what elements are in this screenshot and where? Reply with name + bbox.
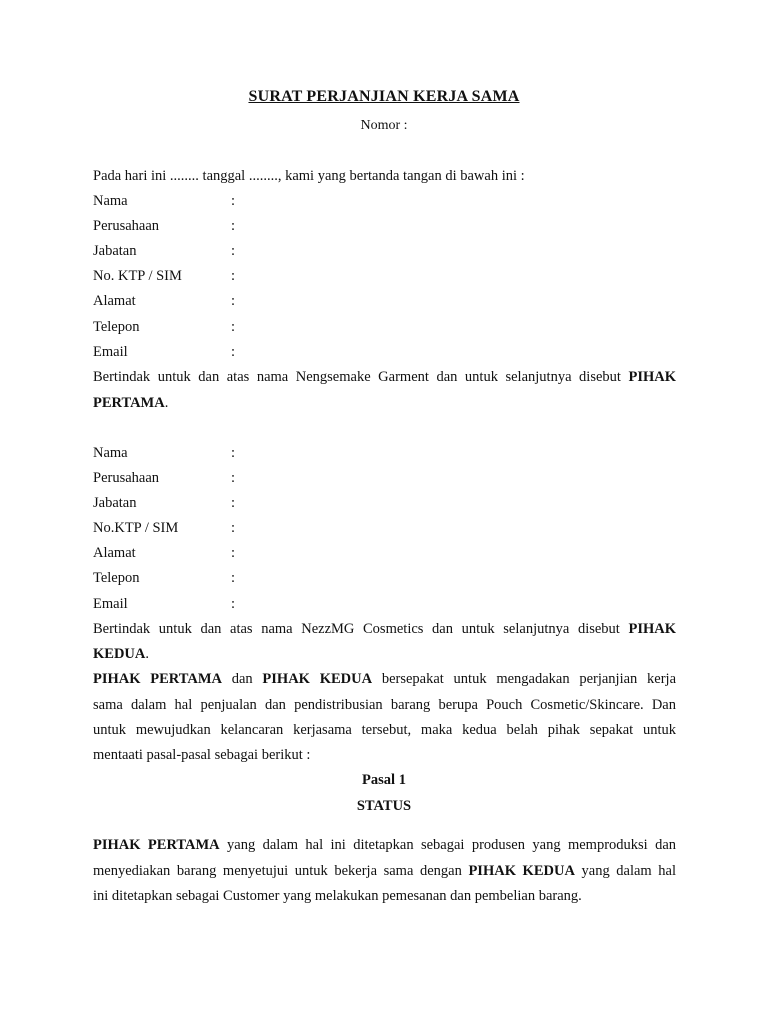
field-label: Alamat: [93, 545, 136, 561]
field-label: No.KTP / SIM: [93, 520, 179, 536]
agreement-line-1: [93, 669, 676, 689]
agreement-text: bersepakat untuk mengadakan perjanjian kerja: [381, 671, 677, 687]
statement-end: .: [145, 646, 149, 662]
pasal-heading: Pasal 1: [362, 772, 406, 788]
pasal-subheading: STATUS: [356, 798, 412, 814]
agreement-line-3: untuk mewujudkan kelancaran kerjasama tersebut, maka kedua belah pihak sepakat untuk: [93, 722, 676, 738]
field-colon: :: [231, 470, 236, 486]
field-colon: :: [231, 570, 236, 586]
pasal1-text: yang dalam hal ini ditetapkan sebagai produsen yang memproduksi dan: [227, 837, 677, 853]
pasal1-text: menyediakan barang menyetujui untuk bekerja sama dengan: [93, 863, 462, 879]
agreement-line-2: sama dalam hal penjualan dan pendistribusian barang berupa Pouch Cosmetic/Skincare. Dan: [93, 697, 676, 713]
pihak-kedua-statement: [93, 619, 676, 639]
agreement-bold: PIHAK PERTAMA: [93, 671, 222, 687]
document-number: Nomor :: [360, 118, 408, 133]
field-label: Jabatan: [93, 495, 137, 511]
field-label: Email: [93, 344, 128, 360]
field-label: Alamat: [93, 293, 136, 309]
field-colon: :: [231, 520, 236, 536]
pihak-pertama-statement-cont: [93, 393, 676, 413]
field-colon: :: [231, 293, 236, 309]
statement-text: Bertindak untuk dan atas nama Nengsemake Garment dan untuk selanjutnya disebut: [93, 369, 621, 385]
field-colon: :: [231, 319, 236, 335]
field-label: Perusahaan: [93, 218, 160, 234]
pihak-pertama-statement: [93, 367, 676, 387]
field-label: Email: [93, 596, 128, 612]
field-colon: :: [231, 243, 236, 259]
field-colon: :: [231, 218, 236, 234]
statement-end: .: [164, 395, 169, 411]
field-label: Telepon: [93, 319, 140, 335]
pasal1-bold: PIHAK PERTAMA: [93, 837, 220, 853]
statement-bold: PIHAK: [628, 369, 677, 385]
pasal1-bold: PIHAK KEDUA: [468, 863, 575, 879]
document-title: SURAT PERJANJIAN KERJA SAMA: [248, 88, 520, 105]
agreement-text: dan: [231, 671, 253, 687]
field-label: Telepon: [93, 570, 140, 586]
field-colon: :: [231, 344, 236, 360]
statement-bold: KEDUA: [93, 646, 146, 662]
field-colon: :: [231, 193, 236, 209]
pasal1-line-1: [93, 835, 676, 855]
field-colon: :: [231, 445, 236, 461]
field-label: Perusahaan: [93, 470, 160, 486]
pihak-kedua-statement-cont: [93, 644, 676, 664]
field-colon: :: [231, 495, 236, 511]
pasal1-line-2: [93, 861, 676, 881]
agreement-bold: PIHAK KEDUA: [262, 671, 373, 687]
field-colon: :: [231, 545, 236, 561]
field-label: No. KTP / SIM: [93, 268, 182, 284]
field-label: Nama: [93, 193, 128, 209]
pasal1-text: yang dalam hal: [581, 863, 677, 879]
pasal1-line-3: ini ditetapkan sebagai Customer yang melakukan pemesanan dan pembelian barang.: [93, 888, 582, 904]
field-label: Jabatan: [93, 243, 137, 259]
statement-text: Bertindak untuk dan atas nama NezzMG Cosmetics dan untuk selanjutnya disebut: [93, 621, 620, 637]
statement-bold: PIHAK: [628, 621, 677, 637]
agreement-line-4: mentaati pasal-pasal sebagai berikut :: [93, 747, 311, 763]
field-colon: :: [231, 596, 236, 612]
statement-bold: PERTAMA: [93, 395, 165, 411]
field-colon: :: [231, 268, 236, 284]
intro-text: Pada hari ini ........ tanggal ........, kami yang bertanda tangan di bawah ini :: [93, 168, 525, 184]
field-label: Nama: [93, 445, 128, 461]
